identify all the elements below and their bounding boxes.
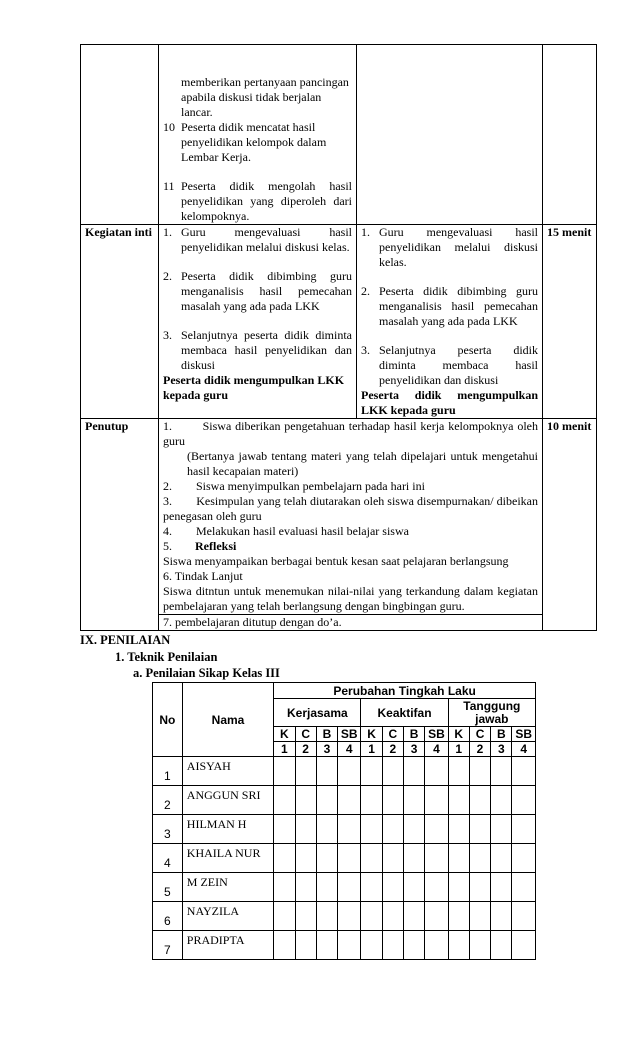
inti-duration: 15 menit [543, 225, 597, 419]
score-input-cell[interactable] [491, 844, 512, 873]
score-input-cell[interactable] [295, 873, 316, 902]
score-cell: 4 [512, 742, 536, 757]
step-text: Peserta didik mencatat hasil penyelidikan kelompok dalam Lembar Kerja. [181, 120, 327, 164]
closing-step: 3. Kesimpulan yang telah diutarakan oleh siswa disempurnakan/ dibeikan penegasan oleh guru [163, 494, 541, 523]
score-input-cell[interactable] [448, 757, 469, 786]
activity-table [80, 44, 597, 631]
score-input-cell[interactable] [403, 902, 424, 931]
student-no: 1 [153, 757, 183, 786]
score-input-cell[interactable] [274, 931, 295, 960]
table-row [153, 844, 536, 873]
code-cell: SB [338, 727, 361, 742]
score-input-cell[interactable] [382, 815, 403, 844]
score-input-cell[interactable] [361, 786, 382, 815]
score-input-cell[interactable] [469, 786, 490, 815]
section-title: IX. PENILAIAN [80, 633, 171, 647]
table-row [153, 873, 536, 902]
score-input-cell[interactable] [338, 873, 361, 902]
score-input-cell[interactable] [403, 844, 424, 873]
score-cell: 1 [274, 742, 295, 757]
student-no: 3 [153, 815, 183, 844]
perubahan-header: Perubahan Tingkah Laku [274, 683, 536, 699]
score-input-cell[interactable] [382, 873, 403, 902]
score-input-cell[interactable] [512, 844, 536, 873]
score-input-cell[interactable] [491, 815, 512, 844]
score-input-cell[interactable] [448, 873, 469, 902]
table-row [153, 931, 536, 960]
score-input-cell[interactable] [382, 931, 403, 960]
score-input-cell[interactable] [316, 931, 337, 960]
score-input-cell[interactable] [338, 786, 361, 815]
score-input-cell[interactable] [491, 902, 512, 931]
score-input-cell[interactable] [274, 873, 295, 902]
nama-header: Nama [182, 683, 273, 757]
group-header-kerjasama: Kerjasama [274, 699, 361, 727]
score-input-cell[interactable] [403, 931, 424, 960]
code-cell: B [403, 727, 424, 742]
score-cell: 2 [295, 742, 316, 757]
code-cell: SB [425, 727, 448, 742]
score-input-cell[interactable] [469, 931, 490, 960]
penutup-label: Penutup [81, 419, 159, 631]
score-input-cell[interactable] [361, 931, 382, 960]
student-no: 4 [153, 844, 183, 873]
student-no: 2 [153, 786, 183, 815]
bold-step: Peserta didik mengumpulkan LKK kepada guru [163, 373, 345, 402]
score-input-cell[interactable] [295, 786, 316, 815]
score-cell: 3 [403, 742, 424, 757]
student-name: ANGGUN SRI [182, 786, 273, 815]
score-input-cell[interactable] [448, 902, 469, 931]
score-input-cell[interactable] [295, 757, 316, 786]
score-input-cell[interactable] [316, 757, 337, 786]
student-rows [153, 757, 536, 960]
score-input-cell[interactable] [295, 902, 316, 931]
student-name: PRADIPTA [182, 931, 273, 960]
score-input-cell[interactable] [403, 873, 424, 902]
score-input-cell[interactable] [448, 844, 469, 873]
student-no: 5 [153, 873, 183, 902]
score-input-cell[interactable] [274, 902, 295, 931]
score-cell: 1 [361, 742, 382, 757]
score-input-cell[interactable] [469, 815, 490, 844]
score-input-cell[interactable] [361, 815, 382, 844]
score-input-cell[interactable] [403, 815, 424, 844]
closing-step: 1. Siswa diberikan pengetahuan terhadap hasil kerja kelompoknya oleh guru [163, 419, 541, 448]
score-input-cell[interactable] [491, 873, 512, 902]
score-input-cell[interactable] [295, 815, 316, 844]
score-input-cell[interactable] [338, 815, 361, 844]
code-cell: K [361, 727, 382, 742]
student-name: NAYZILA [182, 902, 273, 931]
score-input-cell[interactable] [361, 757, 382, 786]
score-input-cell[interactable] [425, 786, 448, 815]
subsection-title: 1. Teknik Penilaian [115, 650, 218, 664]
step-text: Peserta didik dibimbing guru menganalisis hasil pemecahan masalah yang ada pada LKK [379, 284, 538, 328]
inti-guru-cell: 1. Guru mengevaluasi hasil penyelidikan melalui diskusi kelas. 2. Peserta didik dibimbing guru menganalisis hasil pemecahan masalah yang ada pada LKK 3. Selanjutnya peserta didik diminta membaca hasil penyelidikan dan diskusi Peserta didik mengumpulkan LKK kepada guru [159, 225, 357, 419]
subsection-item-title: a. Penilaian Sikap Kelas III [133, 666, 280, 680]
closing-step: 6. Tindak Lanjut [163, 569, 243, 583]
score-input-cell[interactable] [425, 815, 448, 844]
score-input-cell[interactable] [512, 757, 536, 786]
student-name: M ZEIN [182, 873, 273, 902]
score-input-cell[interactable] [448, 931, 469, 960]
step-text: Peserta didik dibimbing guru menganalisis hasil pemecahan masalah yang ada pada LKK [181, 269, 352, 313]
score-input-cell[interactable] [295, 844, 316, 873]
score-input-cell[interactable] [448, 815, 469, 844]
bold-step: Peserta didik mengumpulkan LKK kepada guru [361, 388, 538, 417]
score-input-cell[interactable] [512, 786, 536, 815]
score-input-cell[interactable] [361, 873, 382, 902]
score-input-cell[interactable] [491, 757, 512, 786]
closing-step: Siswa ditntun untuk menemukan nilai-nilai yang terkandung dalam kegiatan pembelajaran yang telah berlangsung dengan bingbingan guru. [163, 584, 538, 613]
score-input-cell[interactable] [316, 786, 337, 815]
table-row [153, 786, 536, 815]
score-cell: 4 [338, 742, 361, 757]
student-name: AISYAH [182, 757, 273, 786]
score-input-cell[interactable] [469, 844, 490, 873]
inti-siswa-cell: 1. Guru mengevaluasi hasil penyelidikan melalui diskusi kelas. 2. Peserta didik dibimbing guru menganalisis hasil pemecahan masalah yang ada pada LKK 3. Selanjutnya peserta didik diminta membaca hasil penyelidikan dan diskusi Peserta didik mengumpulkan LKK kepada guru [357, 225, 543, 419]
score-input-cell[interactable] [512, 931, 536, 960]
score-input-cell[interactable] [295, 931, 316, 960]
code-cell: SB [512, 727, 536, 742]
closing-step: 4. Melakukan hasil evaluasi hasil belajar siswa [163, 524, 409, 538]
score-input-cell[interactable] [274, 844, 295, 873]
score-input-cell[interactable] [361, 902, 382, 931]
score-input-cell[interactable] [274, 786, 295, 815]
score-input-cell[interactable] [512, 902, 536, 931]
score-input-cell[interactable] [316, 844, 337, 873]
step-text: memberikan pertanyaan pancingan apabila diskusi tidak berjalan lancar. [181, 75, 349, 119]
closing-step: 2. Siswa menyimpulkan pembelajarn pada hari ini [163, 479, 425, 493]
score-input-cell[interactable] [338, 844, 361, 873]
no-header: No [153, 683, 183, 757]
code-cell: C [382, 727, 403, 742]
score-input-cell[interactable] [469, 757, 490, 786]
score-input-cell[interactable] [382, 902, 403, 931]
score-input-cell[interactable] [274, 757, 295, 786]
student-name: KHAILA NUR [182, 844, 273, 873]
score-input-cell[interactable] [274, 815, 295, 844]
code-cell: C [295, 727, 316, 742]
score-input-cell[interactable] [425, 902, 448, 931]
table-row [153, 815, 536, 844]
score-input-cell[interactable] [425, 931, 448, 960]
score-cell: 1 [448, 742, 469, 757]
continuation-guru-cell: memberikan pertanyaan pancingan apabila diskusi tidak berjalan lancar. 10 Peserta didik mencatat hasil penyelidikan kelompok dalam Lembar Kerja. 11 Peserta didik mengolah hasil penyelidikan yang diperoleh dari kelompoknya. [159, 45, 357, 225]
penutup-duration: 10 menit [543, 419, 597, 631]
step-text: Guru mengevaluasi hasil penyelidikan melalui diskusi kelas. [379, 225, 538, 269]
kegiatan-inti-row [81, 225, 597, 419]
score-input-cell[interactable] [469, 902, 490, 931]
table-row [153, 902, 536, 931]
score-input-cell[interactable] [491, 786, 512, 815]
score-input-cell[interactable] [425, 757, 448, 786]
step-text: Guru mengevaluasi hasil penyelidikan melalui diskusi kelas. [181, 225, 352, 254]
student-no: 7 [153, 931, 183, 960]
group-header-tanggung-jawab: Tanggung jawab [448, 699, 535, 727]
step-text: Peserta didik mengolah hasil penyelidikan yang diperoleh dari kelompoknya. [181, 179, 352, 223]
step-text: Selanjutnya peserta didik diminta membaca hasil penyelidikan dan diskusi [379, 343, 538, 387]
score-input-cell[interactable] [469, 873, 490, 902]
closing-step: Siswa menyampaikan berbagai bentuk kesan saat pelajaran berlangsung [163, 554, 509, 568]
score-input-cell[interactable] [316, 902, 337, 931]
code-cell: B [316, 727, 337, 742]
closing-step: 7. pembelajaran ditutup dengan do’a. [159, 614, 542, 630]
score-input-cell[interactable] [512, 873, 536, 902]
score-input-cell[interactable] [382, 844, 403, 873]
continuation-row [81, 45, 597, 225]
score-cell: 3 [491, 742, 512, 757]
score-cell: 4 [425, 742, 448, 757]
penutup-row [81, 419, 597, 631]
step-text: Selanjutnya peserta didik diminta membaca hasil penyelidikan dan diskusi [181, 328, 352, 372]
score-input-cell[interactable] [382, 786, 403, 815]
score-cell: 2 [382, 742, 403, 757]
score-input-cell[interactable] [361, 844, 382, 873]
table-row [153, 757, 536, 786]
score-input-cell[interactable] [338, 931, 361, 960]
score-input-cell[interactable] [382, 757, 403, 786]
group-header-keaktifan: Keaktifan [361, 699, 448, 727]
sikap-table [152, 682, 536, 960]
score-input-cell[interactable] [338, 757, 361, 786]
score-input-cell[interactable] [448, 786, 469, 815]
score-input-cell[interactable] [425, 873, 448, 902]
code-cell: K [448, 727, 469, 742]
score-input-cell[interactable] [512, 815, 536, 844]
score-input-cell[interactable] [425, 844, 448, 873]
score-input-cell[interactable] [403, 786, 424, 815]
student-no: 6 [153, 902, 183, 931]
score-cell: 2 [469, 742, 490, 757]
penutup-cell: 1. Siswa diberikan pengetahuan terhadap hasil kerja kelompoknya oleh guru (Bertanya jawab tentang materi yang telah dipelajari untuk mengetahui hasil kecapaian materi) 2. Siswa menyimpulkan pembelajarn pada hari ini 3. Kesimpulan yang telah diutarakan oleh siswa disempurnakan/ dibeikan penegasan oleh guru 4. Melakukan hasil evaluasi hasil belajar siswa 5. Refleksi Siswa menyampaikan berbagai bentuk kesan saat pelajaran berlangsung 6. Tindak Lanjut Siswa ditntun untuk menemukan nilai-nilai yang terkandung dalam kegiatan pembelajaran yang telah berlangsung dengan bingbingan guru. 7. pembelajaran ditutup dengan do’a. [159, 419, 543, 631]
score-input-cell[interactable] [316, 873, 337, 902]
score-cell: 3 [316, 742, 337, 757]
code-cell: B [491, 727, 512, 742]
score-input-cell[interactable] [338, 902, 361, 931]
closing-step: (Bertanya jawab tentang materi yang telah dipelajari untuk mengetahui hasil kecapaian materi) [187, 449, 538, 478]
code-cell: C [469, 727, 490, 742]
score-input-cell[interactable] [403, 757, 424, 786]
refleksi-title: Refleksi [195, 539, 237, 553]
code-cell: K [274, 727, 295, 742]
kegiatan-inti-label: Kegiatan inti [81, 225, 159, 419]
score-input-cell[interactable] [491, 931, 512, 960]
student-name: HILMAN H [182, 815, 273, 844]
score-input-cell[interactable] [316, 815, 337, 844]
